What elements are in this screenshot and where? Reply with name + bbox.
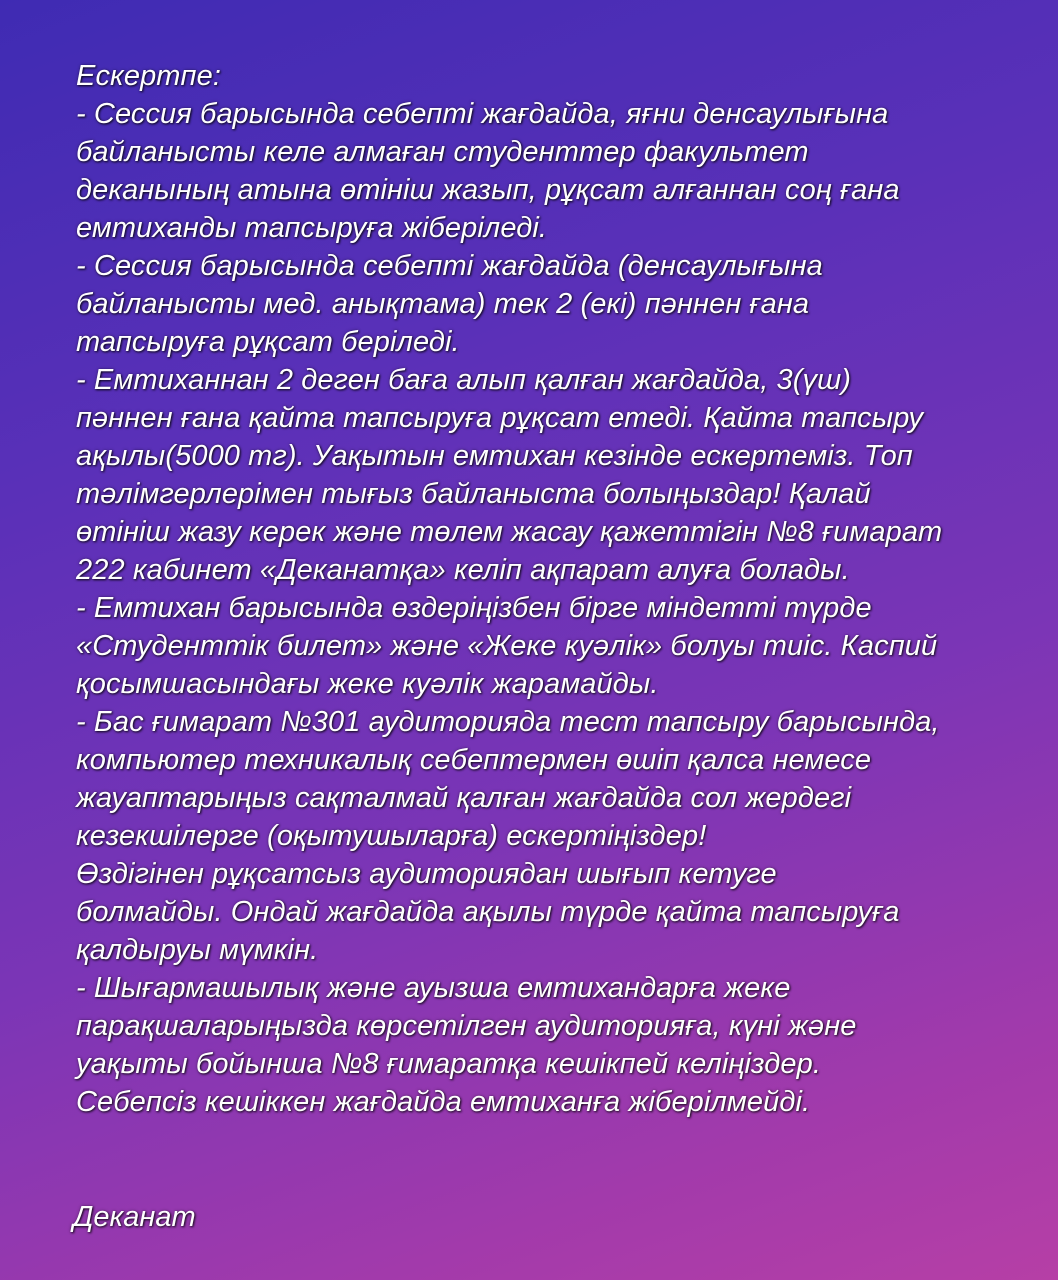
- note-line: - Сессия барысында себепті жағдайда (денсаулығына: [76, 250, 823, 282]
- note-line: - Бас ғимарат №301 аудиторияда тест тапсыру барысында,: [76, 706, 940, 738]
- note-line: өтініш жазу керек және төлем жасау қажеттігін №8 ғимарат: [76, 516, 943, 548]
- signature: Деканат: [73, 1201, 196, 1233]
- note-line: - Емтиханнан 2 деген баға алып қалған жағдайда, 3(үш): [76, 364, 852, 396]
- note-line: қалдыруы мүмкін.: [76, 934, 319, 966]
- note-line: емтиханды тапсыруға жіберіледі.: [76, 212, 548, 244]
- note-body: [76, 57, 1006, 1121]
- note-line: жауаптарыңыз сақталмай қалған жағдайда сол жердегі: [76, 782, 852, 814]
- note-line: Себепсіз кешіккен жағдайда емтиханға жіберілмейді.: [76, 1086, 811, 1118]
- note-line: ақылы(5000 тг). Уақытын емтихан кезінде ескертеміз. Топ: [76, 440, 913, 472]
- note-line: парақшаларыңызда көрсетілген аудиторияға, күні және: [76, 1010, 857, 1042]
- note-line: қосымшасындағы жеке куәлік жарамайды.: [76, 668, 659, 700]
- note-line: - Емтихан барысында өздеріңізбен бірге міндетті түрде: [76, 592, 872, 624]
- note-heading: Ескертпе:: [76, 60, 221, 92]
- note-line: кезекшілерге (оқытушыларға) ескертіңіздер!: [76, 820, 707, 852]
- note-line: «Студенттік билет» және «Жеке куәлік» болуы тиіс. Каспий: [76, 630, 938, 662]
- note-line: болмайды. Ондай жағдайда ақылы түрде қайта тапсыруға: [76, 896, 900, 928]
- note-line: тапсыруға рұқсат беріледі.: [76, 326, 460, 358]
- note-line: - Шығармашылық және ауызша емтихандарға жеке: [76, 972, 791, 1004]
- note-line: байланысты мед. анықтама) тек 2 (екі) пәннен ғана: [76, 288, 810, 320]
- note-line: тәлімгерлерімен тығыз байланыста болыңыздар! Қалай: [76, 478, 871, 510]
- note-line: уақыты бойынша №8 ғимаратқа кешікпей келіңіздер.: [76, 1048, 821, 1080]
- note-line: байланысты келе алмаған студенттер факультет: [76, 136, 809, 168]
- note-line: компьютер техникалық себептермен өшіп қалса немесе: [76, 744, 872, 776]
- note-line: Өздігінен рұқсатсыз аудиториядан шығып кетуге: [76, 858, 777, 890]
- note-line: - Сессия барысында себепті жағдайда, яғни денсаулығына: [76, 98, 889, 130]
- note-line: 222 кабинет «Деканатқа» келіп ақпарат алуға болады.: [76, 554, 850, 586]
- note-line: пәннен ғана қайта тапсыруға рұқсат етеді. Қайта тапсыру: [76, 402, 924, 434]
- note-line: деканының атына өтініш жазып, рұқсат алғаннан соң ғана: [76, 174, 900, 206]
